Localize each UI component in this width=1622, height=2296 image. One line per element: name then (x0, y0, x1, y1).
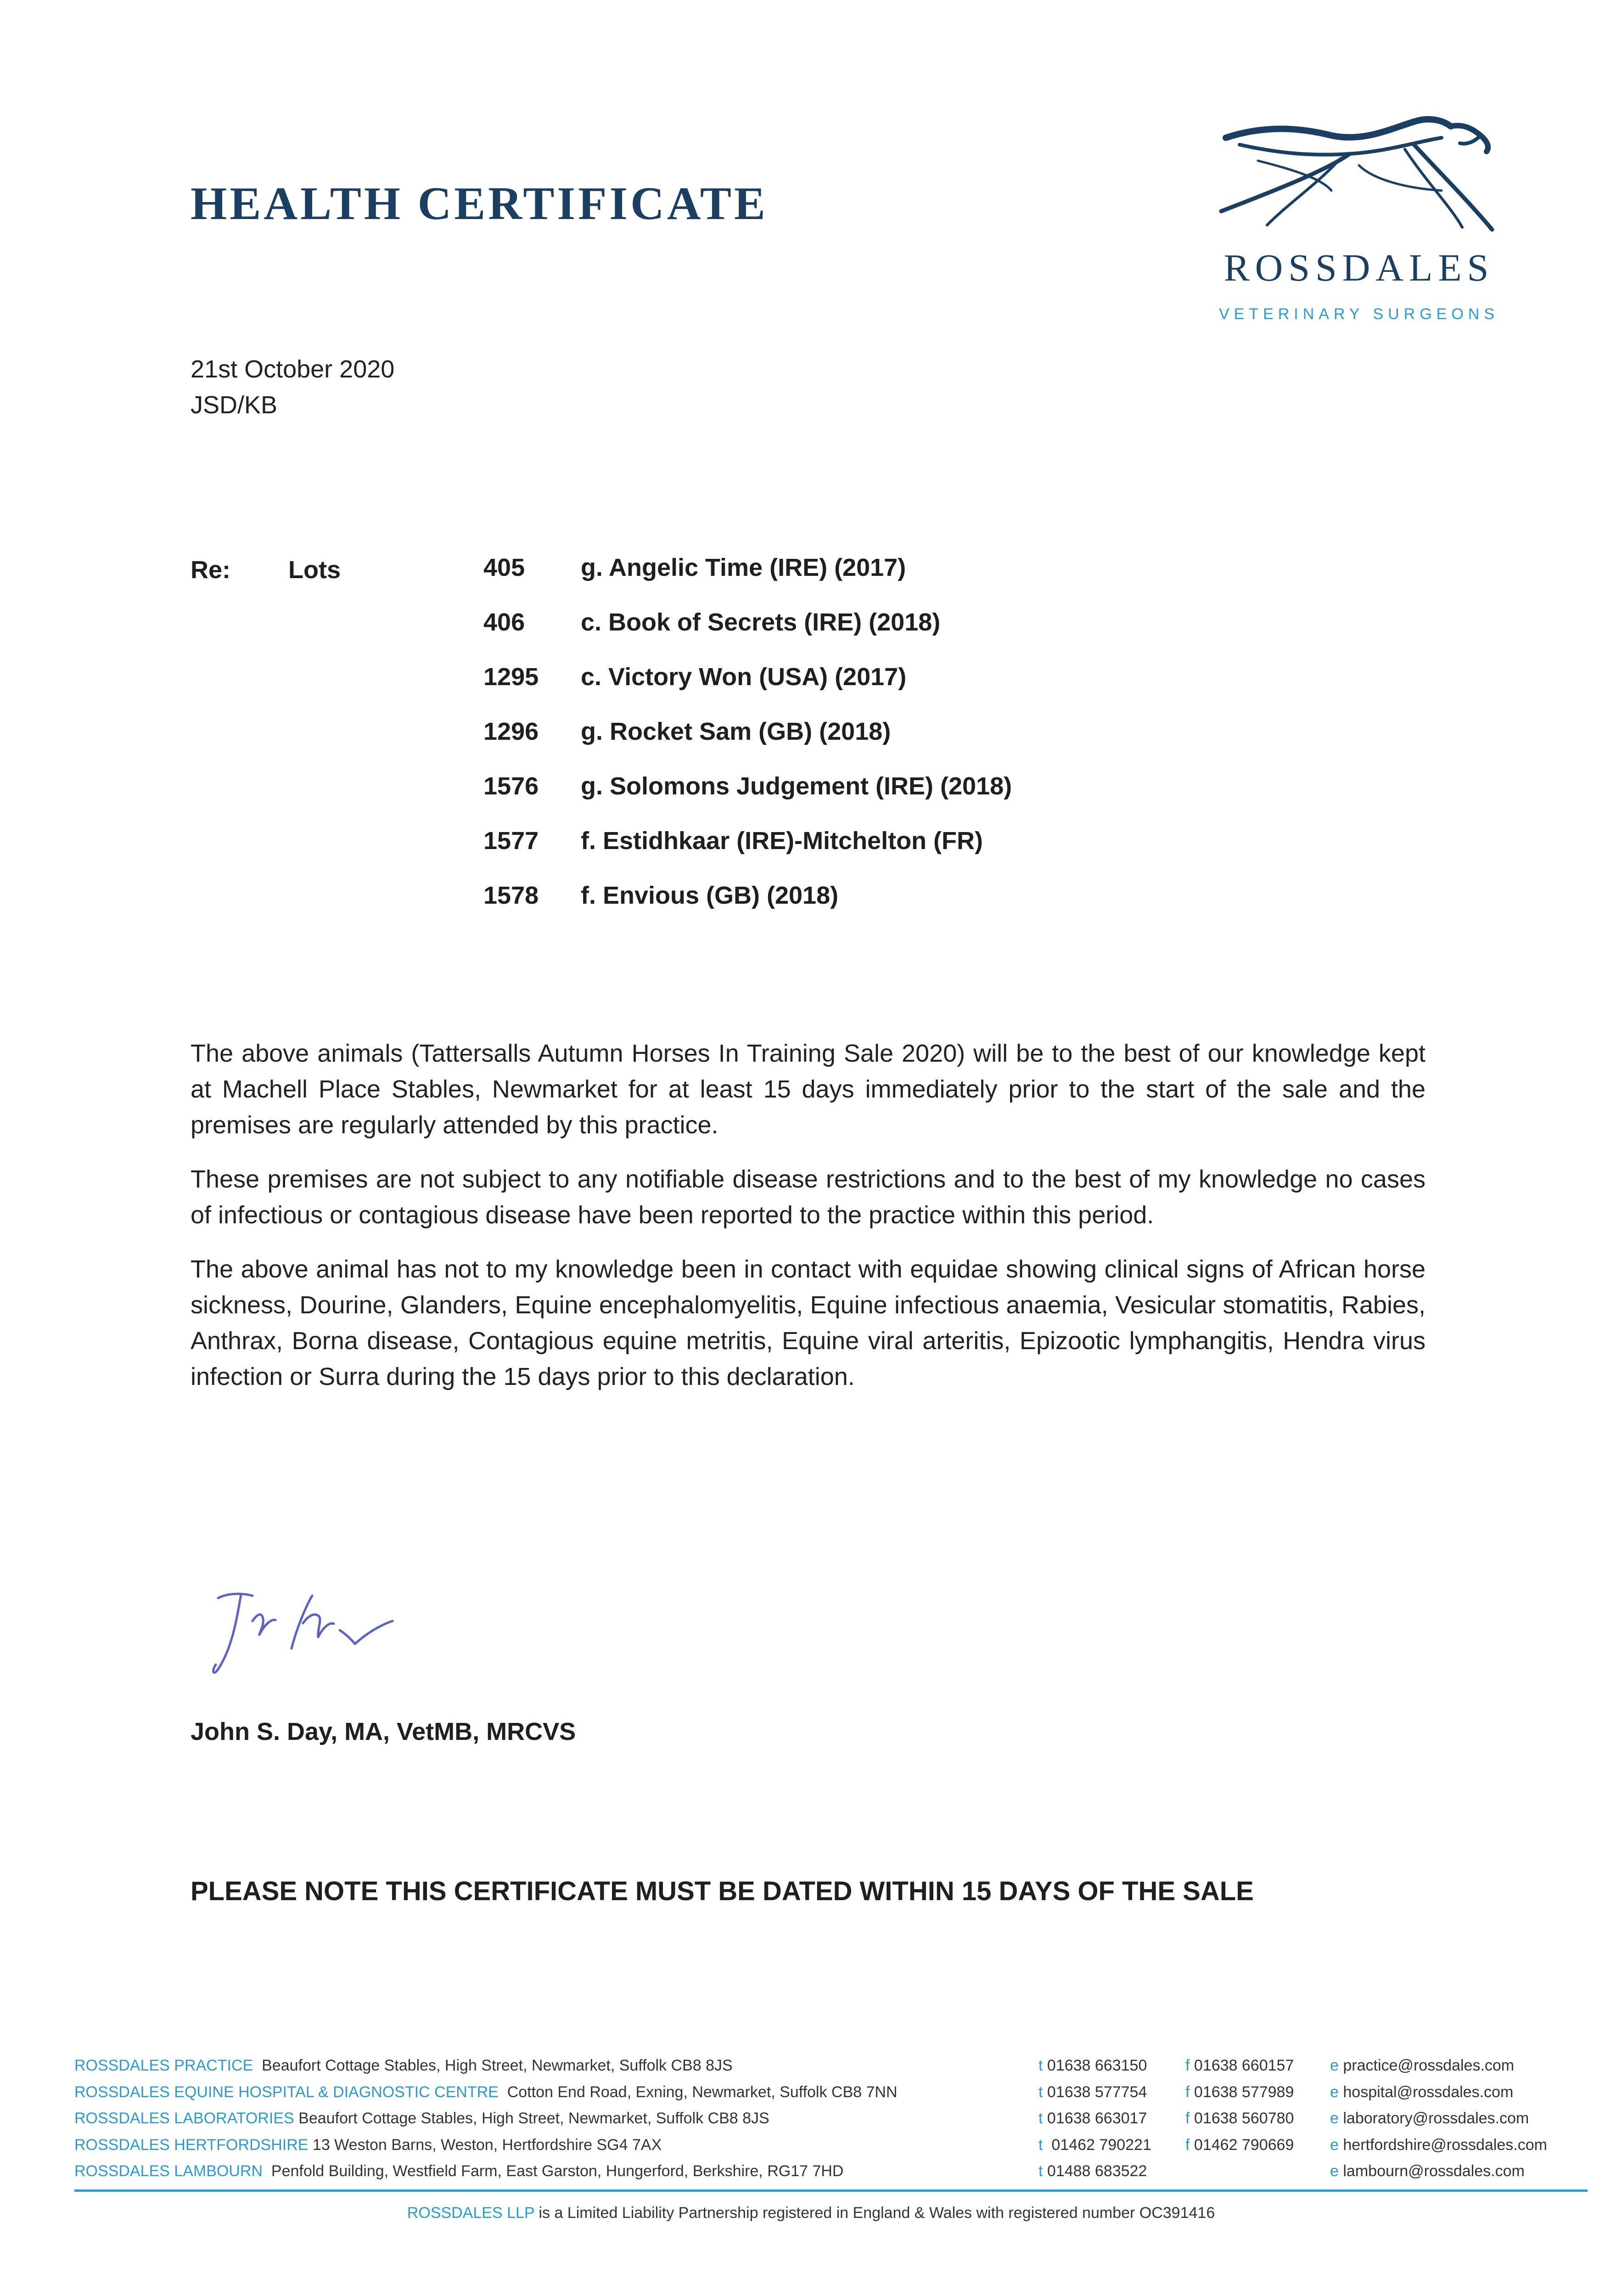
office-address: Beaufort Cottage Stables, High Street, Newmarket, Suffolk CB8 8JS (298, 2110, 769, 2127)
footer-office-row: ROSSDALES PRACTICE Beaufort Cottage Stables, High Street, Newmarket, Suffolk CB8 8JS t 01638 663150 f 01638 660157 e practice@rossdales.com (74, 2057, 1515, 2074)
office-telephone: 01638 577754 (1047, 2083, 1147, 2101)
lot-horse: f. Estidhkaar (IRE)-Mitchelton (FR) (581, 827, 983, 855)
office-fax: 01638 577989 (1194, 2083, 1294, 2101)
logo-wordmark: ROSSDALES (1224, 247, 1494, 289)
office-name: ROSSDALES PRACTICE (74, 2057, 253, 2074)
lot-row (483, 717, 1012, 772)
lot-horse: c. Book of Secrets (IRE) (2018) (581, 608, 941, 636)
handwritten-signature (209, 1580, 448, 1690)
lot-row (483, 553, 1012, 608)
office-telephone: 01488 683522 (1047, 2162, 1147, 2180)
re-label: Re: (191, 556, 231, 584)
lots-label: Lots (288, 556, 341, 584)
lot-row (483, 827, 1012, 881)
body-paragraph: The above animals (Tattersalls Autumn Horses In Training Sale 2020) will be to the best of our knowledge kept at Machell Place Stables, Newmarket for at least 15 days immediately prior to the start of the sale and the premises are regularly attended by this practice. (191, 1040, 1426, 1139)
office-address: Cotton End Road, Exning, Newmarket, Suffolk CB8 7NN (507, 2083, 898, 2101)
lot-row (483, 772, 1012, 827)
body-paragraph: These premises are not subject to any notifiable disease restrictions and to the best of my knowledge no cases of infectious or contagious disease have been reported to the practice within this period. (191, 1165, 1426, 1229)
logo-subtitle: VETERINARY SURGEONS (1218, 305, 1499, 323)
letter-reference: JSD/KB (191, 391, 278, 419)
certificate-body (191, 1035, 1426, 1413)
lot-horse: c. Victory Won (USA) (2017) (581, 663, 907, 691)
body-paragraph: The above animal has not to my knowledge been in contact with equidae showing clinical signs of African horse sickness, Dourine, Glanders, Equine encephalomyelitis, Equine infectious anaemia, Vesicular stomatitis, Rabies, Anthrax, Borna disease, Contagious equine metritis, Equine viral arteritis, Epizootic lymphangitis, Hendra virus infection or Surra during the 15 days prior to this declaration. (191, 1255, 1426, 1390)
lot-row (483, 608, 1012, 663)
lot-horse: g. Solomons Judgement (IRE) (2018) (581, 772, 1012, 800)
letter-meta (191, 351, 394, 423)
legal-notice (0, 2204, 1622, 2222)
lot-number: 405 (483, 554, 525, 581)
footer-offices (74, 2053, 1566, 2185)
footer-office-row: ROSSDALES LAMBOURN Penfold Building, Westfield Farm, East Garston, Hungerford, Berkshire, RG17 7HD t 01488 683522 e lambourn@rossdales.com (74, 2162, 1525, 2180)
office-email: hertfordshire@rossdales.com (1343, 2136, 1547, 2154)
letter-date: 21st October 2020 (191, 355, 395, 383)
office-email: practice@rossdales.com (1343, 2057, 1515, 2074)
office-name: ROSSDALES LAMBOURN (74, 2162, 263, 2180)
dating-notice: PLEASE NOTE THIS CERTIFICATE MUST BE DATED WITHIN 15 DAYS OF THE SALE (191, 1876, 1254, 1906)
office-address: Beaufort Cottage Stables, High Street, Newmarket, Suffolk CB8 8JS (262, 2057, 733, 2074)
lot-number: 1295 (483, 663, 539, 691)
office-telephone: 01638 663150 (1047, 2057, 1147, 2074)
lot-number: 1576 (483, 772, 539, 800)
office-name: ROSSDALES EQUINE HOSPITAL & DIAGNOSTIC CENTRE (74, 2083, 499, 2101)
lot-horse: g. Rocket Sam (GB) (2018) (581, 718, 891, 745)
office-fax: 01638 560780 (1194, 2110, 1294, 2127)
office-email: lambourn@rossdales.com (1343, 2162, 1525, 2180)
lot-row (483, 881, 1012, 936)
office-fax: 01462 790669 (1194, 2136, 1294, 2154)
office-email: laboratory@rossdales.com (1343, 2110, 1529, 2127)
office-name: ROSSDALES LABORATORIES (74, 2110, 294, 2127)
footer-divider (74, 2189, 1588, 2192)
galloping-horse-icon (1212, 110, 1506, 248)
footer-office-row: ROSSDALES EQUINE HOSPITAL & DIAGNOSTIC CENTRE Cotton End Road, Exning, Newmarket, Suffolk CB8 7NN t 01638 577754 f 01638 577989 e hospital@rossdales.com (74, 2083, 1514, 2101)
lot-number: 406 (483, 608, 525, 636)
office-telephone: 01638 663017 (1047, 2110, 1147, 2127)
legal-text: is a Limited Liability Partnership registered in England & Wales with registered number OC391416 (539, 2204, 1215, 2222)
lot-horse: g. Angelic Time (IRE) (2017) (581, 554, 906, 581)
lot-horse: f. Envious (GB) (2018) (581, 882, 839, 909)
lot-row (483, 663, 1012, 717)
footer-office-row: ROSSDALES HERTFORDSHIRE 13 Weston Barns, Weston, Hertfordshire SG4 7AX t 01462 790221 f 01462 790669 e hertfordshire@rossdales.com (74, 2136, 1547, 2154)
signer-name: John S. Day, MA, VetMB, MRCVS (191, 1718, 576, 1745)
lot-number: 1296 (483, 718, 539, 745)
office-telephone: 01462 790221 (1051, 2136, 1151, 2154)
footer-office-row: ROSSDALES LABORATORIES Beaufort Cottage Stables, High Street, Newmarket, Suffolk CB8 8JS t 01638 663017 f 01638 560780 e laboratory@rossdales.com (74, 2110, 1529, 2127)
office-name: ROSSDALES HERTFORDSHIRE (74, 2136, 309, 2154)
legal-company-name: ROSSDALES LLP (407, 2204, 534, 2222)
office-address: 13 Weston Barns, Weston, Hertfordshire SG4 7AX (312, 2136, 662, 2154)
lots-list (483, 553, 1012, 936)
office-address: Penfold Building, Westfield Farm, East Garston, Hungerford, Berkshire, RG17 7HD (271, 2162, 844, 2180)
office-fax: 01638 660157 (1194, 2057, 1294, 2074)
lot-number: 1577 (483, 827, 539, 855)
office-email: hospital@rossdales.com (1343, 2083, 1514, 2101)
page-title: HEALTH CERTIFICATE (191, 178, 768, 230)
lot-number: 1578 (483, 882, 539, 909)
rossdales-logo (1212, 110, 1515, 335)
